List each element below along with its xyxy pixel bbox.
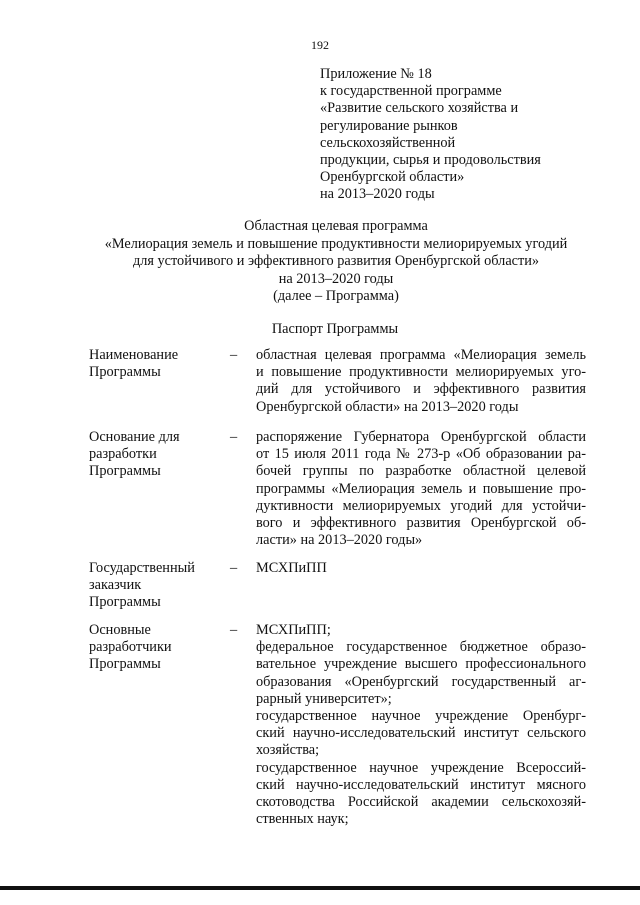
row-label-basis [89, 429, 219, 481]
appendix-line: Оренбургской области» [320, 169, 465, 186]
value-line: ский научно-исследовательский институт сельского [256, 725, 586, 742]
appendix-line: к государственной программе [320, 83, 502, 100]
appendix-header [320, 66, 620, 204]
value-line: и повышение продуктивности мелиорируемых уго- [256, 364, 586, 381]
row-dash: – [230, 560, 238, 576]
value-line: образования «Оренбургский государственный аг- [256, 673, 586, 690]
row-value-name [256, 347, 586, 416]
label-line: Основные [89, 622, 151, 638]
value-line: МСХПиПП; [256, 622, 331, 638]
appendix-line: сельскохозяйственной [320, 134, 456, 151]
value-line: рарный университет»; [256, 690, 392, 707]
appendix-line: на 2013–2020 годы [320, 186, 435, 203]
label-line: Программы [89, 594, 161, 611]
label-line: Программы [89, 656, 161, 673]
row-dash: – [230, 429, 238, 445]
title-line: Областная целевая программа [244, 218, 428, 234]
value-line: федеральное государственное бюджетное образо- [256, 639, 586, 656]
value-line: вательное учреждение высшего профессионального [256, 656, 586, 673]
appendix-line: регулирование рынков [320, 117, 458, 134]
value-line: дуктивности мелиорируемых угодий для устойчи- [256, 497, 586, 514]
title-line: на 2013–2020 годы [278, 270, 394, 287]
value-line: МСХПиПП [256, 560, 327, 576]
value-line: государственное научное учреждение Оренбург- [256, 708, 586, 725]
label-line: Наименование [89, 347, 179, 363]
value-line: распоряжение Губернатора Оренбургской области [256, 429, 586, 445]
title-line: «Мелиорация земель и повышение продуктивности мелиорируемых угодий [104, 235, 568, 252]
row-label-developers [89, 622, 219, 674]
value-line: скотоводства Российской академии сельскохозяй- [256, 794, 586, 811]
label-line: Программы [89, 364, 161, 381]
value-line: хозяйства; [256, 742, 320, 759]
label-line: Программы [89, 463, 161, 480]
label-line: разработчики [89, 639, 172, 656]
value-line: от 15 июля 2011 года № 273-р «Об образовании ра- [256, 446, 586, 463]
value-line: вого и эффективного развития Оренбургской об- [256, 515, 586, 532]
page-number: 192 [311, 38, 329, 52]
appendix-line: продукции, сырья и продовольствия [320, 152, 541, 169]
label-line: разработки [89, 446, 157, 463]
title-line: (далее – Программа) [273, 288, 399, 304]
row-label-name [89, 347, 219, 381]
row-dash: – [230, 622, 238, 638]
label-line: Основание для [89, 429, 180, 445]
value-line: бочей группы по разработке областной целевой [256, 463, 586, 480]
value-line: ский научно-исследовательский институт мясного [256, 776, 586, 793]
value-line: ственных наук; [256, 811, 349, 828]
row-value-basis [256, 429, 586, 549]
value-line: Оренбургской области» на 2013–2020 годы [256, 398, 519, 415]
label-line: Государственный [89, 560, 195, 576]
row-label-customer [89, 560, 219, 612]
value-line: ласти» на 2013–2020 годы» [256, 532, 423, 549]
value-line: областная целевая программа «Мелиорация земель [256, 347, 586, 363]
title-line: для устойчивого и эффективного развития Оренбургской области» [132, 253, 540, 269]
bottom-scan-border [0, 886, 640, 890]
appendix-line: «Развитие сельского хозяйства и [320, 100, 519, 117]
value-line: дий для устойчивого и эффективного развития [256, 381, 586, 398]
row-dash: – [230, 347, 238, 363]
program-title [0, 218, 640, 306]
row-value-developers [256, 622, 586, 828]
row-value-customer [256, 560, 586, 577]
passport-heading: Паспорт Программы [271, 321, 399, 337]
label-line: заказчик [89, 577, 142, 594]
appendix-line: Приложение № 18 [320, 66, 432, 82]
value-line: программы «Мелиорация земель и повышение про- [256, 480, 586, 497]
value-line: государственное научное учреждение Всероссий- [256, 759, 586, 776]
